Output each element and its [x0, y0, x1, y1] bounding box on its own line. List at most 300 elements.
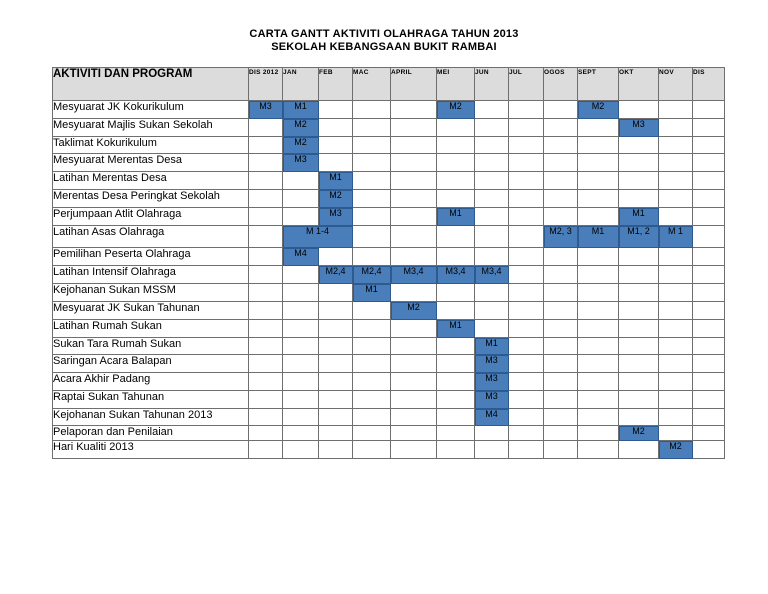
- empty-cell: [509, 226, 544, 248]
- activity-row: [53, 137, 725, 154]
- empty-cell: [693, 208, 725, 226]
- empty-cell: [249, 137, 283, 154]
- schedule-bar: M3,4: [475, 266, 509, 284]
- empty-cell: [283, 338, 319, 355]
- empty-cell: [659, 302, 693, 320]
- empty-cell: [353, 426, 391, 441]
- activity-row: [53, 338, 725, 355]
- empty-cell: [659, 154, 693, 172]
- empty-cell: [475, 226, 509, 248]
- empty-cell: [249, 426, 283, 441]
- empty-cell: [509, 373, 544, 391]
- activity-name: Pemilihan Peserta Olahraga: [53, 248, 249, 266]
- empty-cell: [509, 101, 544, 119]
- empty-cell: [578, 248, 619, 266]
- empty-cell: [475, 119, 509, 137]
- schedule-bar: M2: [283, 119, 319, 137]
- empty-cell: [693, 320, 725, 338]
- empty-cell: [437, 355, 475, 373]
- empty-cell: [249, 355, 283, 373]
- month-header: MAC: [353, 68, 391, 101]
- schedule-bar: M2: [437, 101, 475, 119]
- empty-cell: [353, 190, 391, 208]
- header-activity: AKTIVITI DAN PROGRAM: [53, 68, 249, 101]
- empty-cell: [353, 302, 391, 320]
- activity-row: [53, 284, 725, 302]
- empty-cell: [544, 338, 578, 355]
- empty-cell: [391, 248, 437, 266]
- empty-cell: [249, 119, 283, 137]
- empty-cell: [319, 409, 353, 426]
- empty-cell: [659, 373, 693, 391]
- empty-cell: [437, 373, 475, 391]
- schedule-bar: M2,4: [319, 266, 353, 284]
- empty-cell: [693, 284, 725, 302]
- empty-cell: [319, 154, 353, 172]
- empty-cell: [509, 441, 544, 459]
- empty-cell: [391, 355, 437, 373]
- activity-name: Mesyuarat Majlis Sukan Sekolah: [53, 119, 249, 137]
- empty-cell: [544, 284, 578, 302]
- empty-cell: [319, 119, 353, 137]
- empty-cell: [437, 302, 475, 320]
- empty-cell: [283, 409, 319, 426]
- empty-cell: [319, 338, 353, 355]
- empty-cell: [319, 302, 353, 320]
- empty-cell: [509, 391, 544, 409]
- empty-cell: [544, 119, 578, 137]
- empty-cell: [619, 409, 659, 426]
- empty-cell: [437, 190, 475, 208]
- activity-name: Latihan Merentas Desa: [53, 172, 249, 190]
- activity-row: [53, 302, 725, 320]
- empty-cell: [437, 426, 475, 441]
- empty-cell: [578, 302, 619, 320]
- month-header: NOV: [659, 68, 693, 101]
- empty-cell: [544, 172, 578, 190]
- empty-cell: [544, 320, 578, 338]
- empty-cell: [437, 119, 475, 137]
- empty-cell: [475, 426, 509, 441]
- empty-cell: [475, 137, 509, 154]
- empty-cell: [659, 119, 693, 137]
- empty-cell: [544, 409, 578, 426]
- empty-cell: [578, 137, 619, 154]
- schedule-bar: M 1-4: [283, 226, 353, 248]
- empty-cell: [509, 320, 544, 338]
- empty-cell: [619, 101, 659, 119]
- empty-cell: [578, 320, 619, 338]
- empty-cell: [353, 320, 391, 338]
- empty-cell: [619, 190, 659, 208]
- empty-cell: [391, 338, 437, 355]
- empty-cell: [391, 137, 437, 154]
- document-title: [0, 28, 768, 54]
- empty-cell: [475, 101, 509, 119]
- empty-cell: [659, 320, 693, 338]
- empty-cell: [391, 284, 437, 302]
- activity-name: Mesyuarat JK Sukan Tahunan: [53, 302, 249, 320]
- empty-cell: [659, 391, 693, 409]
- empty-cell: [353, 355, 391, 373]
- month-header: DIS 2012: [249, 68, 283, 101]
- empty-cell: [544, 373, 578, 391]
- empty-cell: [619, 302, 659, 320]
- empty-cell: [283, 426, 319, 441]
- activity-name: Kejohanan Sukan Tahunan 2013: [53, 409, 249, 426]
- schedule-bar: M3: [319, 208, 353, 226]
- empty-cell: [391, 190, 437, 208]
- empty-cell: [693, 101, 725, 119]
- empty-cell: [437, 284, 475, 302]
- empty-cell: [475, 302, 509, 320]
- empty-cell: [509, 338, 544, 355]
- empty-cell: [619, 172, 659, 190]
- empty-cell: [249, 172, 283, 190]
- empty-cell: [659, 409, 693, 426]
- empty-cell: [391, 172, 437, 190]
- empty-cell: [509, 208, 544, 226]
- empty-cell: [544, 302, 578, 320]
- month-header: JUL: [509, 68, 544, 101]
- month-header: FEB: [319, 68, 353, 101]
- empty-cell: [509, 355, 544, 373]
- empty-cell: [391, 409, 437, 426]
- schedule-bar: M1: [437, 320, 475, 338]
- schedule-bar: M2: [619, 426, 659, 441]
- empty-cell: [619, 284, 659, 302]
- empty-cell: [475, 208, 509, 226]
- activity-name: Pelaporan dan Penilaian: [53, 426, 249, 441]
- empty-cell: [578, 409, 619, 426]
- empty-cell: [391, 119, 437, 137]
- month-header: OKT: [619, 68, 659, 101]
- empty-cell: [319, 441, 353, 459]
- header-row: [53, 68, 725, 101]
- activity-name: Latihan Rumah Sukan: [53, 320, 249, 338]
- empty-cell: [693, 409, 725, 426]
- empty-cell: [437, 338, 475, 355]
- empty-cell: [353, 441, 391, 459]
- empty-cell: [475, 441, 509, 459]
- empty-cell: [509, 284, 544, 302]
- empty-cell: [578, 154, 619, 172]
- empty-cell: [659, 172, 693, 190]
- title-line-2: SEKOLAH KEBANGSAAN BUKIT RAMBAI: [271, 41, 497, 53]
- empty-cell: [509, 137, 544, 154]
- empty-cell: [437, 137, 475, 154]
- empty-cell: [544, 137, 578, 154]
- empty-cell: [353, 248, 391, 266]
- empty-cell: [319, 248, 353, 266]
- empty-cell: [693, 172, 725, 190]
- empty-cell: [353, 226, 391, 248]
- schedule-bar: M1: [319, 172, 353, 190]
- month-header: JAN: [283, 68, 319, 101]
- empty-cell: [509, 426, 544, 441]
- month-header: JUN: [475, 68, 509, 101]
- empty-cell: [283, 355, 319, 373]
- empty-cell: [619, 137, 659, 154]
- schedule-bar: M1: [475, 338, 509, 355]
- empty-cell: [509, 172, 544, 190]
- empty-cell: [659, 355, 693, 373]
- empty-cell: [391, 391, 437, 409]
- empty-cell: [283, 320, 319, 338]
- empty-cell: [283, 172, 319, 190]
- empty-cell: [619, 248, 659, 266]
- activity-name: Kejohanan Sukan MSSM: [53, 284, 249, 302]
- month-header: MEI: [437, 68, 475, 101]
- empty-cell: [578, 119, 619, 137]
- empty-cell: [693, 426, 725, 441]
- empty-cell: [319, 101, 353, 119]
- empty-cell: [353, 101, 391, 119]
- empty-cell: [544, 208, 578, 226]
- empty-cell: [283, 266, 319, 284]
- activity-name: Latihan Asas Olahraga: [53, 226, 249, 248]
- activity-row: [53, 426, 725, 441]
- empty-cell: [544, 154, 578, 172]
- schedule-bar: M4: [475, 409, 509, 426]
- empty-cell: [578, 338, 619, 355]
- empty-cell: [437, 154, 475, 172]
- empty-cell: [319, 355, 353, 373]
- schedule-bar: M1, 2: [619, 226, 659, 248]
- empty-cell: [283, 302, 319, 320]
- empty-cell: [619, 266, 659, 284]
- empty-cell: [249, 391, 283, 409]
- empty-cell: [353, 154, 391, 172]
- empty-cell: [578, 373, 619, 391]
- empty-cell: [437, 172, 475, 190]
- empty-cell: [283, 441, 319, 459]
- activity-row: [53, 266, 725, 284]
- empty-cell: [544, 190, 578, 208]
- empty-cell: [544, 248, 578, 266]
- schedule-bar: M3: [475, 391, 509, 409]
- schedule-bar: M2: [319, 190, 353, 208]
- empty-cell: [391, 208, 437, 226]
- empty-cell: [249, 248, 283, 266]
- schedule-bar: M1: [578, 226, 619, 248]
- schedule-bar: M 1: [659, 226, 693, 248]
- empty-cell: [659, 208, 693, 226]
- month-header: APRIL: [391, 68, 437, 101]
- empty-cell: [283, 373, 319, 391]
- empty-cell: [544, 266, 578, 284]
- empty-cell: [619, 338, 659, 355]
- empty-cell: [319, 391, 353, 409]
- empty-cell: [353, 409, 391, 426]
- empty-cell: [619, 355, 659, 373]
- empty-cell: [437, 248, 475, 266]
- activity-name: Sukan Tara Rumah Sukan: [53, 338, 249, 355]
- activity-name: Mesyuarat JK Kokurikulum: [53, 101, 249, 119]
- activity-row: [53, 154, 725, 172]
- schedule-bar: M2: [283, 137, 319, 154]
- empty-cell: [693, 441, 725, 459]
- empty-cell: [319, 320, 353, 338]
- empty-cell: [283, 190, 319, 208]
- empty-cell: [544, 391, 578, 409]
- empty-cell: [353, 137, 391, 154]
- empty-cell: [249, 154, 283, 172]
- empty-cell: [249, 320, 283, 338]
- activity-name: Taklimat Kokurikulum: [53, 137, 249, 154]
- empty-cell: [693, 338, 725, 355]
- empty-cell: [391, 101, 437, 119]
- schedule-bar: M3: [619, 119, 659, 137]
- empty-cell: [693, 190, 725, 208]
- activity-name: Raptai Sukan Tahunan: [53, 391, 249, 409]
- empty-cell: [578, 355, 619, 373]
- schedule-bar: M2: [659, 441, 693, 459]
- activity-name: Latihan Intensif Olahraga: [53, 266, 249, 284]
- empty-cell: [249, 190, 283, 208]
- activity-row: [53, 172, 725, 190]
- month-header: SEPT: [578, 68, 619, 101]
- empty-cell: [578, 266, 619, 284]
- empty-cell: [544, 101, 578, 119]
- schedule-bar: M3: [249, 101, 283, 119]
- empty-cell: [619, 373, 659, 391]
- empty-cell: [475, 284, 509, 302]
- schedule-bar: M3,4: [391, 266, 437, 284]
- empty-cell: [437, 409, 475, 426]
- empty-cell: [659, 190, 693, 208]
- empty-cell: [578, 426, 619, 441]
- empty-cell: [544, 426, 578, 441]
- activity-name: Merentas Desa Peringkat Sekolah: [53, 190, 249, 208]
- empty-cell: [353, 338, 391, 355]
- schedule-bar: M4: [283, 248, 319, 266]
- schedule-bar: M2: [578, 101, 619, 119]
- empty-cell: [437, 391, 475, 409]
- empty-cell: [693, 373, 725, 391]
- schedule-bar: M1: [619, 208, 659, 226]
- empty-cell: [509, 154, 544, 172]
- activity-row: [53, 441, 725, 459]
- empty-cell: [353, 119, 391, 137]
- empty-cell: [578, 284, 619, 302]
- empty-cell: [437, 441, 475, 459]
- empty-cell: [509, 266, 544, 284]
- empty-cell: [578, 441, 619, 459]
- empty-cell: [509, 248, 544, 266]
- activity-row: [53, 208, 725, 226]
- empty-cell: [353, 391, 391, 409]
- empty-cell: [353, 373, 391, 391]
- empty-cell: [693, 391, 725, 409]
- empty-cell: [509, 190, 544, 208]
- activity-name: Hari Kualiti 2013: [53, 441, 249, 459]
- empty-cell: [353, 208, 391, 226]
- empty-cell: [693, 119, 725, 137]
- empty-cell: [509, 119, 544, 137]
- schedule-bar: M2, 3: [544, 226, 578, 248]
- empty-cell: [391, 373, 437, 391]
- activity-row: [53, 119, 725, 137]
- empty-cell: [475, 320, 509, 338]
- activity-row: [53, 409, 725, 426]
- empty-cell: [578, 172, 619, 190]
- empty-cell: [693, 154, 725, 172]
- schedule-bar: M3,4: [437, 266, 475, 284]
- empty-cell: [619, 320, 659, 338]
- empty-cell: [659, 101, 693, 119]
- empty-cell: [475, 190, 509, 208]
- month-header: DIS: [693, 68, 725, 101]
- activity-row: [53, 373, 725, 391]
- empty-cell: [509, 302, 544, 320]
- empty-cell: [578, 190, 619, 208]
- empty-cell: [283, 208, 319, 226]
- empty-cell: [693, 355, 725, 373]
- empty-cell: [475, 154, 509, 172]
- empty-cell: [693, 248, 725, 266]
- empty-cell: [659, 137, 693, 154]
- empty-cell: [391, 226, 437, 248]
- activity-name: Saringan Acara Balapan: [53, 355, 249, 373]
- schedule-bar: M1: [353, 284, 391, 302]
- month-header: OGOS: [544, 68, 578, 101]
- empty-cell: [391, 441, 437, 459]
- empty-cell: [391, 426, 437, 441]
- empty-cell: [353, 172, 391, 190]
- schedule-bar: M3: [475, 373, 509, 391]
- empty-cell: [319, 373, 353, 391]
- empty-cell: [249, 441, 283, 459]
- activity-name: Perjumpaan Atlit Olahraga: [53, 208, 249, 226]
- schedule-bar: M3: [283, 154, 319, 172]
- empty-cell: [319, 284, 353, 302]
- empty-cell: [475, 248, 509, 266]
- empty-cell: [249, 373, 283, 391]
- empty-cell: [659, 266, 693, 284]
- empty-cell: [693, 266, 725, 284]
- schedule-bar: M2,4: [353, 266, 391, 284]
- activity-name: Mesyuarat Merentas Desa: [53, 154, 249, 172]
- schedule-bar: M2: [391, 302, 437, 320]
- empty-cell: [249, 208, 283, 226]
- schedule-bar: M1: [437, 208, 475, 226]
- empty-cell: [693, 226, 725, 248]
- activity-row: [53, 248, 725, 266]
- empty-cell: [619, 391, 659, 409]
- activity-row: [53, 320, 725, 338]
- activity-row: [53, 226, 725, 248]
- title-line-1: CARTA GANTT AKTIVITI OLAHRAGA TAHUN 2013: [249, 28, 519, 40]
- activity-row: [53, 101, 725, 119]
- empty-cell: [249, 409, 283, 426]
- empty-cell: [283, 284, 319, 302]
- empty-cell: [544, 441, 578, 459]
- empty-cell: [659, 426, 693, 441]
- empty-cell: [249, 284, 283, 302]
- gantt-table: [52, 67, 725, 459]
- empty-cell: [619, 154, 659, 172]
- activity-row: [53, 391, 725, 409]
- empty-cell: [659, 248, 693, 266]
- empty-cell: [659, 284, 693, 302]
- empty-cell: [391, 320, 437, 338]
- empty-cell: [319, 426, 353, 441]
- activity-row: [53, 190, 725, 208]
- empty-cell: [249, 226, 283, 248]
- empty-cell: [619, 441, 659, 459]
- empty-cell: [437, 226, 475, 248]
